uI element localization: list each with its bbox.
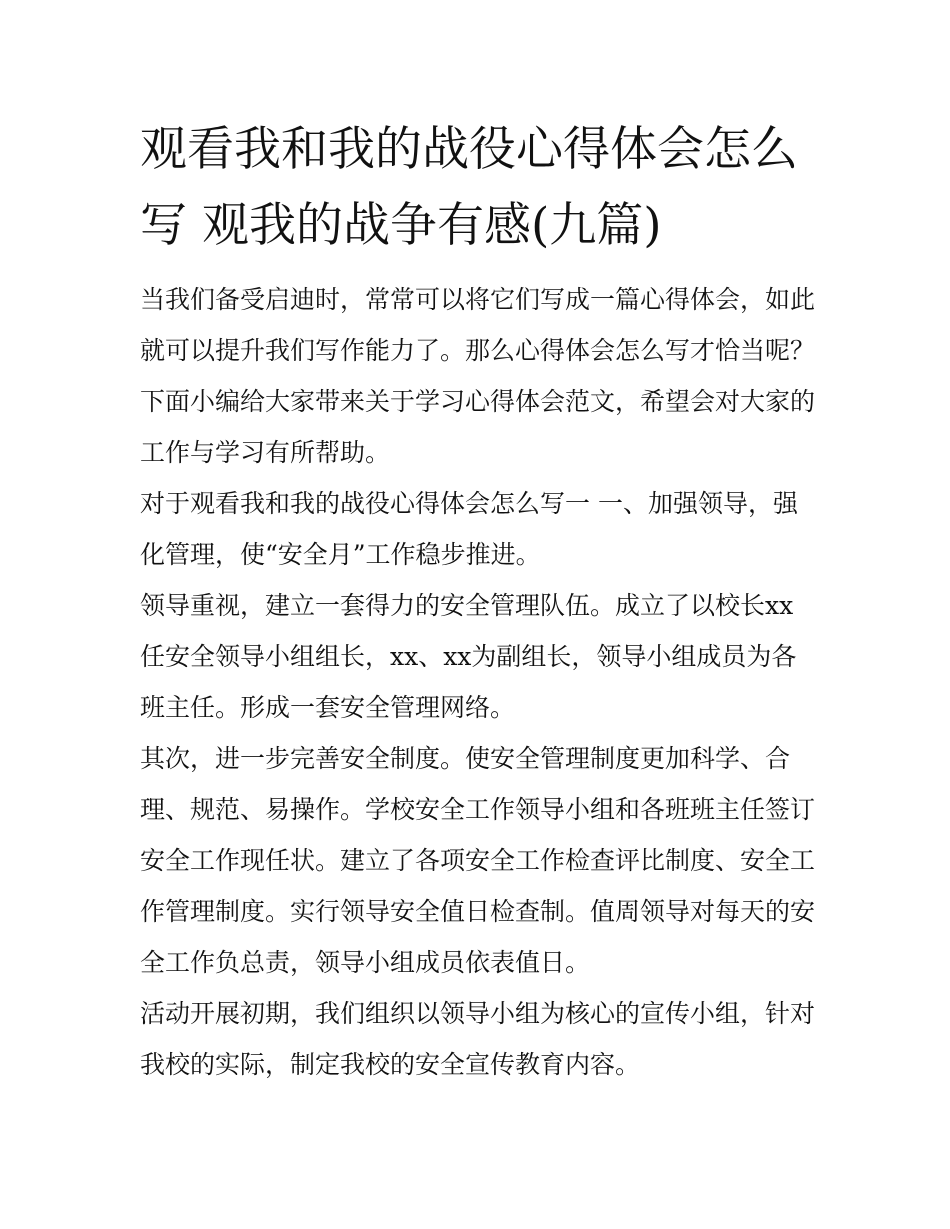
- document-title: 观看我和我的战役心得体会怎么写 观我的战争有感(九篇): [140, 122, 798, 253]
- paragraph-campaign: 活动开展初期，我们组织以领导小组为核心的宣传小组，针对我校的实际，制定我校的安全宣传教育内容。: [140, 999, 816, 1079]
- paragraph-intro: 当我们备受启迪时，常常可以将它们写成一篇心得体会，如此就可以提升我们写作能力了。那么心得体会怎么写才恰当呢？下面小编给大家带来关于学习心得体会范文，希望会对大家的工作与学习有所帮助。: [140, 285, 816, 467]
- paragraph-safety-system: 其次，进一步完善安全制度。使安全管理制度更加科学、合理、规范、易操作。学校安全工作领导小组和各班班主任签订安全工作现任状。建立了各项安全工作检查评比制度、安全工作管理制度。实行领导安全值日检查制。值周领导对每天的安全工作负总责，领导小组成员依表值日。: [140, 744, 816, 977]
- document-body: [140, 274, 816, 1090]
- paragraph-section-one: 对于观看我和我的战役心得体会怎么写一 一、加强领导，强化管理，使“安全月”工作稳步推进。: [140, 489, 798, 569]
- paragraph-leadership: 领导重视，建立一套得力的安全管理队伍。成立了以校长xx任安全领导小组组长，xx、xx为副组长，领导小组成员为各班主任。形成一套安全管理网络。: [140, 591, 797, 722]
